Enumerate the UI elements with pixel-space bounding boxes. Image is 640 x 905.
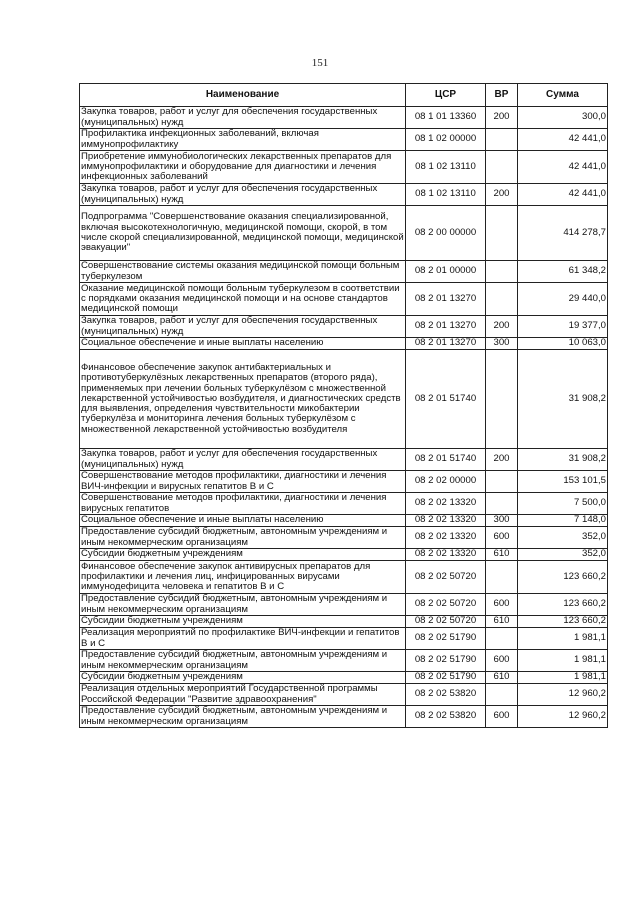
row-vr	[486, 628, 518, 650]
row-name: Подпрограмма "Совершенствование оказания специализированной, включая высокотехнологичную, медицинской помощи, скорой, в том числе скорой специализированной, медицинской помощи, медицинской эвакуации"	[80, 206, 406, 261]
row-vr: 200	[486, 184, 518, 206]
row-csr: 08 1 02 13110	[406, 184, 486, 206]
row-sum: 29 440,0	[518, 283, 608, 316]
table-row	[80, 151, 608, 184]
row-vr: 600	[486, 594, 518, 616]
row-vr: 200	[486, 449, 518, 471]
row-name: Закупка товаров, работ и услуг для обеспечения государственных (муниципальных) нужд	[80, 107, 406, 129]
row-csr: 08 1 02 00000	[406, 129, 486, 151]
row-sum: 31 908,2	[518, 350, 608, 449]
row-csr: 08 2 02 50720	[406, 594, 486, 616]
row-sum: 42 441,0	[518, 129, 608, 151]
row-vr: 610	[486, 616, 518, 628]
table-row	[80, 672, 608, 684]
row-csr: 08 2 02 13320	[406, 527, 486, 549]
row-csr: 08 2 00 00000	[406, 206, 486, 261]
table-row	[80, 706, 608, 728]
row-sum: 7 148,0	[518, 515, 608, 527]
row-csr: 08 2 01 51740	[406, 449, 486, 471]
row-sum: 1 981,1	[518, 628, 608, 650]
row-sum: 12 960,2	[518, 706, 608, 728]
table-row	[80, 206, 608, 261]
row-name: Субсидии бюджетным учреждениям	[80, 549, 406, 561]
row-sum: 352,0	[518, 527, 608, 549]
row-vr: 610	[486, 672, 518, 684]
row-sum: 1 981,1	[518, 650, 608, 672]
row-vr	[486, 129, 518, 151]
table-row	[80, 493, 608, 515]
row-vr	[486, 561, 518, 594]
table-row	[80, 594, 608, 616]
table-row	[80, 261, 608, 283]
row-sum: 123 660,2	[518, 616, 608, 628]
row-vr: 600	[486, 706, 518, 728]
row-sum: 31 908,2	[518, 449, 608, 471]
table-row	[80, 561, 608, 594]
table-row	[80, 449, 608, 471]
row-vr	[486, 493, 518, 515]
row-vr	[486, 151, 518, 184]
table-row	[80, 515, 608, 527]
header-csr: ЦСР	[406, 84, 486, 107]
table-row	[80, 471, 608, 493]
row-csr: 08 1 02 13110	[406, 151, 486, 184]
row-csr: 08 2 02 13320	[406, 493, 486, 515]
row-vr	[486, 206, 518, 261]
table-row	[80, 129, 608, 151]
row-sum: 352,0	[518, 549, 608, 561]
row-name: Совершенствование методов профилактики, диагностики и лечения ВИЧ-инфекции и вирусных гепатитов В и С	[80, 471, 406, 493]
row-csr: 08 2 02 00000	[406, 471, 486, 493]
row-sum: 61 348,2	[518, 261, 608, 283]
row-sum: 7 500,0	[518, 493, 608, 515]
row-csr: 08 2 02 50720	[406, 561, 486, 594]
table-row	[80, 350, 608, 449]
row-vr: 300	[486, 338, 518, 350]
row-sum: 153 101,5	[518, 471, 608, 493]
header-vr: ВР	[486, 84, 518, 107]
row-sum: 19 377,0	[518, 316, 608, 338]
row-name: Социальное обеспечение и иные выплаты населению	[80, 515, 406, 527]
row-name: Субсидии бюджетным учреждениям	[80, 672, 406, 684]
row-name: Реализация мероприятий по профилактике ВИЧ-инфекции и гепатитов В и С	[80, 628, 406, 650]
table-row	[80, 650, 608, 672]
row-name: Закупка товаров, работ и услуг для обеспечения государственных (муниципальных) нужд	[80, 184, 406, 206]
budget-table	[79, 83, 608, 728]
row-csr: 08 2 02 51790	[406, 650, 486, 672]
row-vr	[486, 471, 518, 493]
row-sum: 10 063,0	[518, 338, 608, 350]
row-name: Финансовое обеспечение закупок антибактериальных и противотуберкулёзных лекарственных препаратов (второго ряда), применяемых при лечении больных туберкулёзом с множественной лекарственной устойчивостью возбудителя, и диагностических средств для выявления, определения чувствительности микобактерии туберкулёза и мониторинга лечения больных туберкулёзом с множественной лекарственной устойчивостью возбудителя	[80, 350, 406, 449]
row-vr: 600	[486, 527, 518, 549]
row-csr: 08 1 01 13360	[406, 107, 486, 129]
row-sum: 123 660,2	[518, 594, 608, 616]
row-sum: 42 441,0	[518, 184, 608, 206]
table-row	[80, 283, 608, 316]
row-csr: 08 2 01 13270	[406, 316, 486, 338]
row-name: Совершенствование методов профилактики, диагностики и лечения вирусных гепатитов	[80, 493, 406, 515]
row-name: Совершенствование системы оказания медицинской помощи больным туберкулезом	[80, 261, 406, 283]
row-vr	[486, 261, 518, 283]
row-csr: 08 2 02 51790	[406, 628, 486, 650]
row-name: Субсидии бюджетным учреждениям	[80, 616, 406, 628]
table-row	[80, 184, 608, 206]
row-csr: 08 2 02 13320	[406, 515, 486, 527]
row-name: Реализация отдельных мероприятий Государственной программы Российской Федерации "Развитие здравоохранения"	[80, 684, 406, 706]
row-csr: 08 2 01 13270	[406, 283, 486, 316]
row-name: Предоставление субсидий бюджетным, автономным учреждениям и иным некоммерческим организациям	[80, 706, 406, 728]
table-body	[80, 107, 608, 728]
row-vr	[486, 283, 518, 316]
row-sum: 42 441,0	[518, 151, 608, 184]
row-csr: 08 2 02 13320	[406, 549, 486, 561]
row-name: Предоставление субсидий бюджетным, автономным учреждениям и иным некоммерческим организациям	[80, 650, 406, 672]
row-csr: 08 2 02 53820	[406, 706, 486, 728]
table-row	[80, 616, 608, 628]
row-name: Предоставление субсидий бюджетным, автономным учреждениям и иным некоммерческим организациям	[80, 527, 406, 549]
table-row	[80, 316, 608, 338]
row-vr: 300	[486, 515, 518, 527]
row-vr	[486, 684, 518, 706]
table-row	[80, 338, 608, 350]
header-sum: Сумма	[518, 84, 608, 107]
row-name: Социальное обеспечение и иные выплаты населению	[80, 338, 406, 350]
row-name: Приобретение иммунобиологических лекарственных препаратов для иммунопрофилактики и оборудование для диагностики и лечения инфекционных заболеваний	[80, 151, 406, 184]
row-sum: 1 981,1	[518, 672, 608, 684]
row-sum: 12 960,2	[518, 684, 608, 706]
row-name: Финансовое обеспечение закупок антивирусных препаратов для профилактики и лечения лиц, инфицированных вирусами иммунодефицита человека и гепатитов В и С	[80, 561, 406, 594]
row-name: Оказание медицинской помощи больным туберкулезом в соответствии с порядками оказания медицинской помощи и на основе стандартов медицинской помощи	[80, 283, 406, 316]
row-csr: 08 2 01 13270	[406, 338, 486, 350]
row-vr	[486, 350, 518, 449]
table-row	[80, 549, 608, 561]
row-csr: 08 2 02 53820	[406, 684, 486, 706]
table-row	[80, 628, 608, 650]
row-sum: 300,0	[518, 107, 608, 129]
row-csr: 08 2 02 50720	[406, 616, 486, 628]
header-name: Наименование	[80, 84, 406, 107]
row-vr: 600	[486, 650, 518, 672]
row-sum: 123 660,2	[518, 561, 608, 594]
row-csr: 08 2 01 51740	[406, 350, 486, 449]
row-csr: 08 2 01 00000	[406, 261, 486, 283]
page-number: 151	[311, 57, 329, 69]
row-sum: 414 278,7	[518, 206, 608, 261]
row-vr: 200	[486, 316, 518, 338]
row-name: Профилактика инфекционных заболеваний, включая иммунопрофилактику	[80, 129, 406, 151]
table-row	[80, 107, 608, 129]
row-name: Закупка товаров, работ и услуг для обеспечения государственных (муниципальных) нужд	[80, 316, 406, 338]
table-row	[80, 684, 608, 706]
row-vr: 610	[486, 549, 518, 561]
table-row	[80, 527, 608, 549]
row-vr: 200	[486, 107, 518, 129]
table-header-row	[80, 84, 608, 107]
row-name: Предоставление субсидий бюджетным, автономным учреждениям и иным некоммерческим организациям	[80, 594, 406, 616]
row-csr: 08 2 02 51790	[406, 672, 486, 684]
row-name: Закупка товаров, работ и услуг для обеспечения государственных (муниципальных) нужд	[80, 449, 406, 471]
